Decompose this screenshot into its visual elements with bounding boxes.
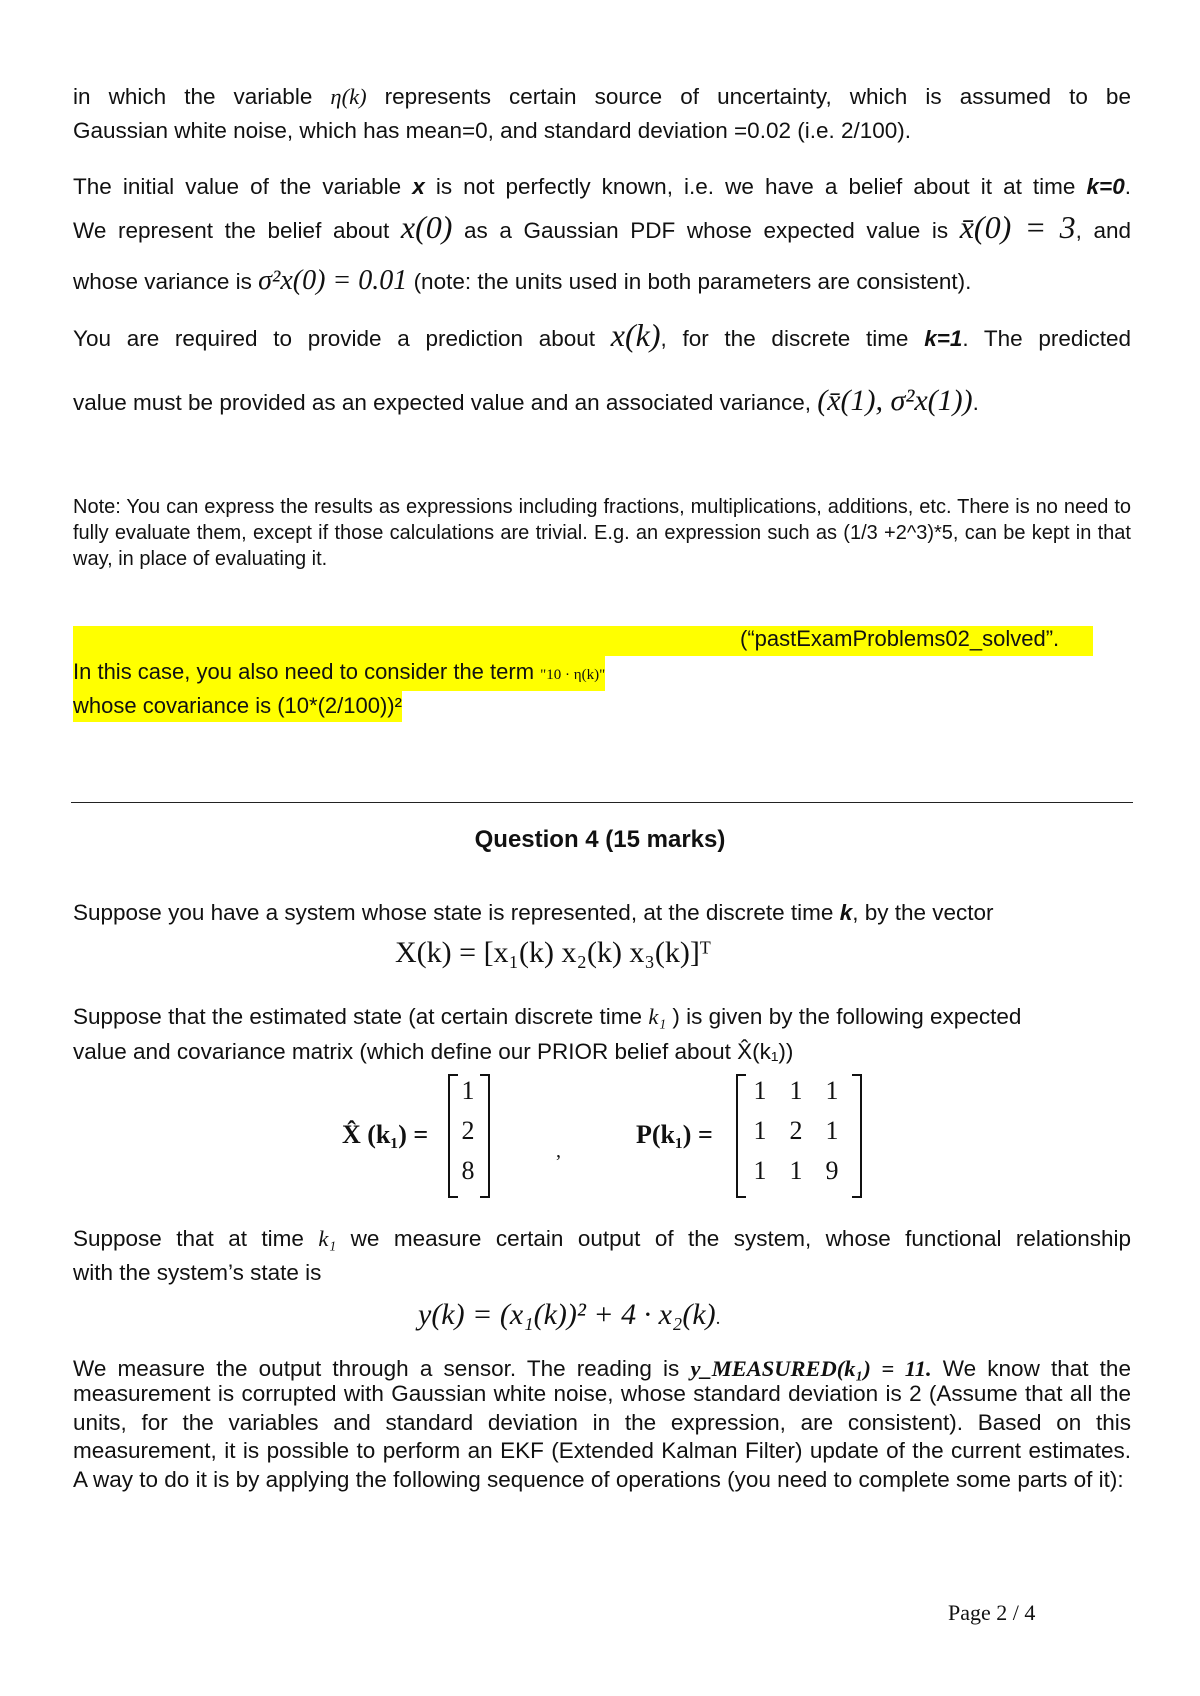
text: value must be provided as an expected value and an associated variance,	[73, 390, 811, 415]
p-cell: 1	[825, 1076, 839, 1105]
highlight-line1	[73, 656, 605, 691]
text: .	[972, 390, 979, 415]
separator-comma: ,	[556, 1140, 561, 1162]
para1-line1	[73, 80, 1131, 114]
para3-line2	[73, 384, 1131, 420]
text: represents certain source of uncertainty, which is assumed to be	[384, 84, 1131, 109]
text: We represent the belief about	[73, 218, 390, 243]
note-paragraph: Note: You can express the results as expressions including fractions, multiplications, additions, etc. There is no need to fully evaluate them, except if those calculations are trivial. E.g. an expression such as (1/3 +2^3)*5, can be kept in that way, in place of evaluating it.	[73, 496, 1131, 570]
output-equation	[418, 1298, 720, 1332]
text: Suppose that the estimated state (at certain discrete time	[73, 1004, 643, 1029]
text: (note: the units used in both parameters are consistent).	[413, 269, 972, 294]
text: In this case, you also need to consider the term	[73, 659, 535, 684]
x0: x(0)	[400, 209, 453, 245]
p-right-bracket	[852, 1074, 862, 1198]
para3-line1	[73, 318, 1131, 356]
xhat-cell: 1	[461, 1076, 475, 1105]
para2-line3	[73, 264, 1131, 299]
text: whose variance is	[73, 269, 252, 294]
text: as a Gaussian PDF whose expected value is	[464, 218, 949, 243]
eta-k: η(k)	[330, 84, 367, 109]
q-para4-rest: measurement is corrupted with Gaussian white noise, whose standard deviation is 2 (Assume that all the units, for the variables and standard deviation in the expression, are consistent). Based on this measurement, it is possible to perform an EKF (Extended Kalman Filter) update of the current estimates. A way to do it is by applying the following sequence of operations (you need to complete some parts of it):	[73, 1381, 1131, 1492]
text: we measure certain output of the system, whose functional relationship	[350, 1226, 1131, 1251]
text: We know that the	[942, 1356, 1131, 1381]
para2-line2	[73, 210, 1131, 248]
text: . The predicted	[962, 326, 1131, 351]
p-cell: 2	[789, 1116, 803, 1145]
q-para3-line2: with the system’s state is	[73, 1260, 322, 1285]
p-cell: 1	[753, 1156, 767, 1185]
y-measured: y_MEASURED(k₁) = 11.	[690, 1356, 932, 1381]
text: Suppose you have a system whose state is represented, at the discrete time	[73, 900, 834, 925]
highlight-ref: (“pastExamProblems02_solved”.	[740, 626, 1060, 651]
prediction-pair: (x̄(1), σ²x(1))	[817, 384, 973, 417]
p-cell: 1	[753, 1116, 767, 1145]
text: .	[715, 1308, 721, 1329]
xbar0: x̄(0) = 3	[959, 209, 1076, 245]
question-title: Question 4 (15 marks)	[474, 826, 726, 853]
p-label: P(k₁) =	[636, 1120, 713, 1149]
para2-line1	[73, 170, 1131, 204]
highlight-line2: whose covariance is (10*(2/100))²	[73, 690, 402, 722]
text: is not perfectly known, i.e. we have a belief about it at time	[435, 174, 1076, 199]
sigma-x0: σ²x(0) = 0.01	[258, 265, 408, 296]
text: ) is given by the following expected	[672, 1004, 1022, 1029]
text: , and	[1075, 218, 1131, 243]
text: in which the variable	[73, 84, 313, 109]
p-cell: 1	[825, 1116, 839, 1145]
k: k	[839, 900, 853, 925]
text: , for the discrete time	[660, 326, 909, 351]
xhat-cell: 2	[461, 1116, 475, 1145]
p-cell: 1	[789, 1076, 803, 1105]
text: .	[1124, 174, 1131, 199]
xhat-label: X̂ (k₁) =	[342, 1120, 429, 1149]
k1: k₁	[648, 1004, 667, 1029]
text: Suppose that at time	[73, 1226, 304, 1251]
q-para2-line2: value and covariance matrix (which define our PRIOR belief about X̂(k₁))	[73, 1039, 794, 1064]
text: The initial value of the variable	[73, 174, 402, 199]
text: We measure the output through a sensor. The reading is	[73, 1356, 680, 1381]
q-para1	[73, 896, 1131, 930]
k1: k=1	[924, 326, 963, 351]
equation: y(k) = (x₁(k))² + 4 · x₂(k)	[418, 1298, 716, 1331]
state-vector-equation: X(k) = [x₁(k) x₂(k) x₃(k)]ᵀ	[395, 936, 711, 969]
text: , by the vector	[852, 900, 994, 925]
k0: k=0	[1086, 174, 1125, 199]
p-cell: 1	[789, 1156, 803, 1185]
p-cell: 9	[825, 1156, 839, 1185]
text: You are required to provide a prediction about	[73, 326, 596, 351]
xhat-cell: 8	[461, 1156, 475, 1185]
q-para2-line1	[73, 1000, 1131, 1034]
xk: x(k)	[610, 317, 661, 353]
var-x: x	[412, 174, 425, 199]
q-para3-line1	[73, 1222, 1131, 1256]
k1: k₁	[318, 1226, 337, 1251]
page-number: Page 2 / 4	[948, 1600, 1036, 1625]
divider	[71, 802, 1133, 803]
p-cell: 1	[753, 1076, 767, 1105]
term: "10 · η(k)"	[540, 667, 606, 683]
para1-line2: Gaussian white noise, which has mean=0, and standard deviation =0.02 (i.e. 2/100).	[73, 118, 912, 143]
